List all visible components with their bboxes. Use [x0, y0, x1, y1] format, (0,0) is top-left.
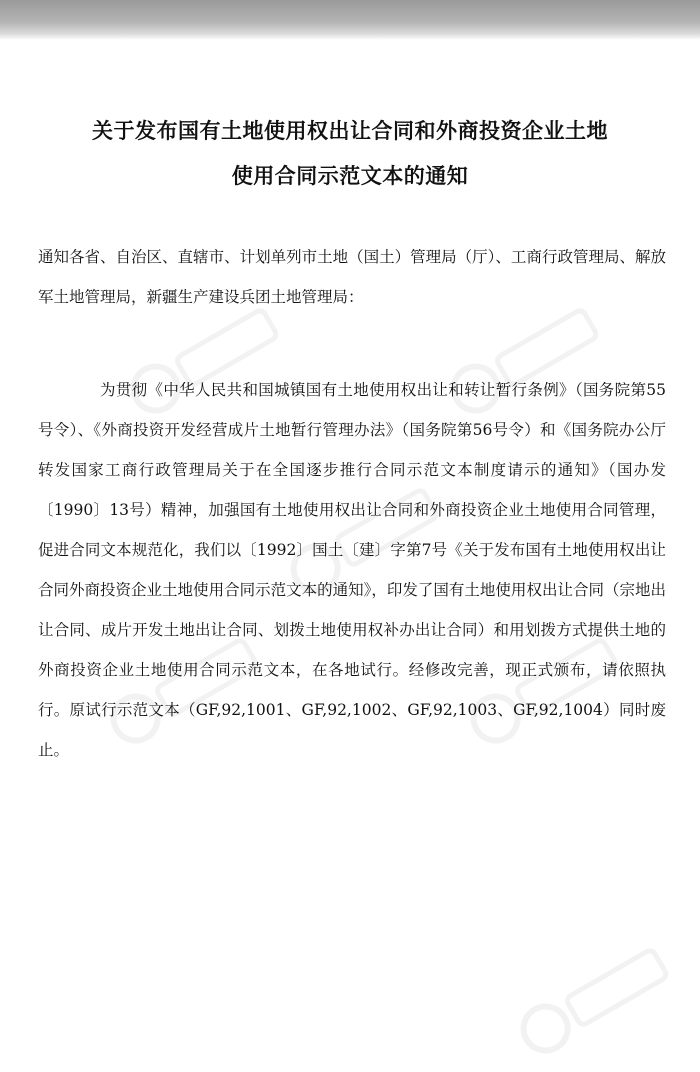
top-gradient-band	[0, 0, 700, 40]
addressee-paragraph: 通知各省、自治区、直辖市、计划单列市土地（国土）管理局（厅）、工商行政管理局、解放军土地管理局，新疆生产建设兵团土地管理局：	[38, 248, 666, 306]
document-title-line-1: 关于发布国有土地使用权出让合同和外商投资企业土地	[92, 119, 608, 143]
document-page	[0, 40, 700, 1030]
document-title-line-2: 使用合同示范文本的通知	[231, 164, 469, 188]
watermark-logo-icon	[506, 932, 683, 1069]
body-paragraph: 为贯彻《中华人民共和国城镇国有土地使用权出让和转让暂行条例》（国务院第55号令）、《外商投资开发经营成片土地暂行管理办法》（国务院第56号令）和《国务院办公厅转发国家工商行政管理局关于在全国逐步推行合同示范文本制度请示的通知》（国办发〔1990〕13号）精神，加强国有土地使用权出让合同和外商投资企业土地使用合同管理，促进合同文本规范化，我们以〔1992〕国土〔建〕字第7号《关于发布国有土地使用权出让合同外商投资企业土地使用合同示范文本的通知》，印发了国有土地使用权出让合同（宗地出让合同、成片开发土地出让合同、划拨土地使用权补办出让合同）和用划拨方式提供土地的外商投资企业土地使用合同示范文本，在各地试行。经修改完善，现正式颁布，请依照执行。原试行示范文本（GF,92,1001、GF,92,1002、GF,92,1003、GF,92,1004）同时废止。	[38, 381, 666, 759]
